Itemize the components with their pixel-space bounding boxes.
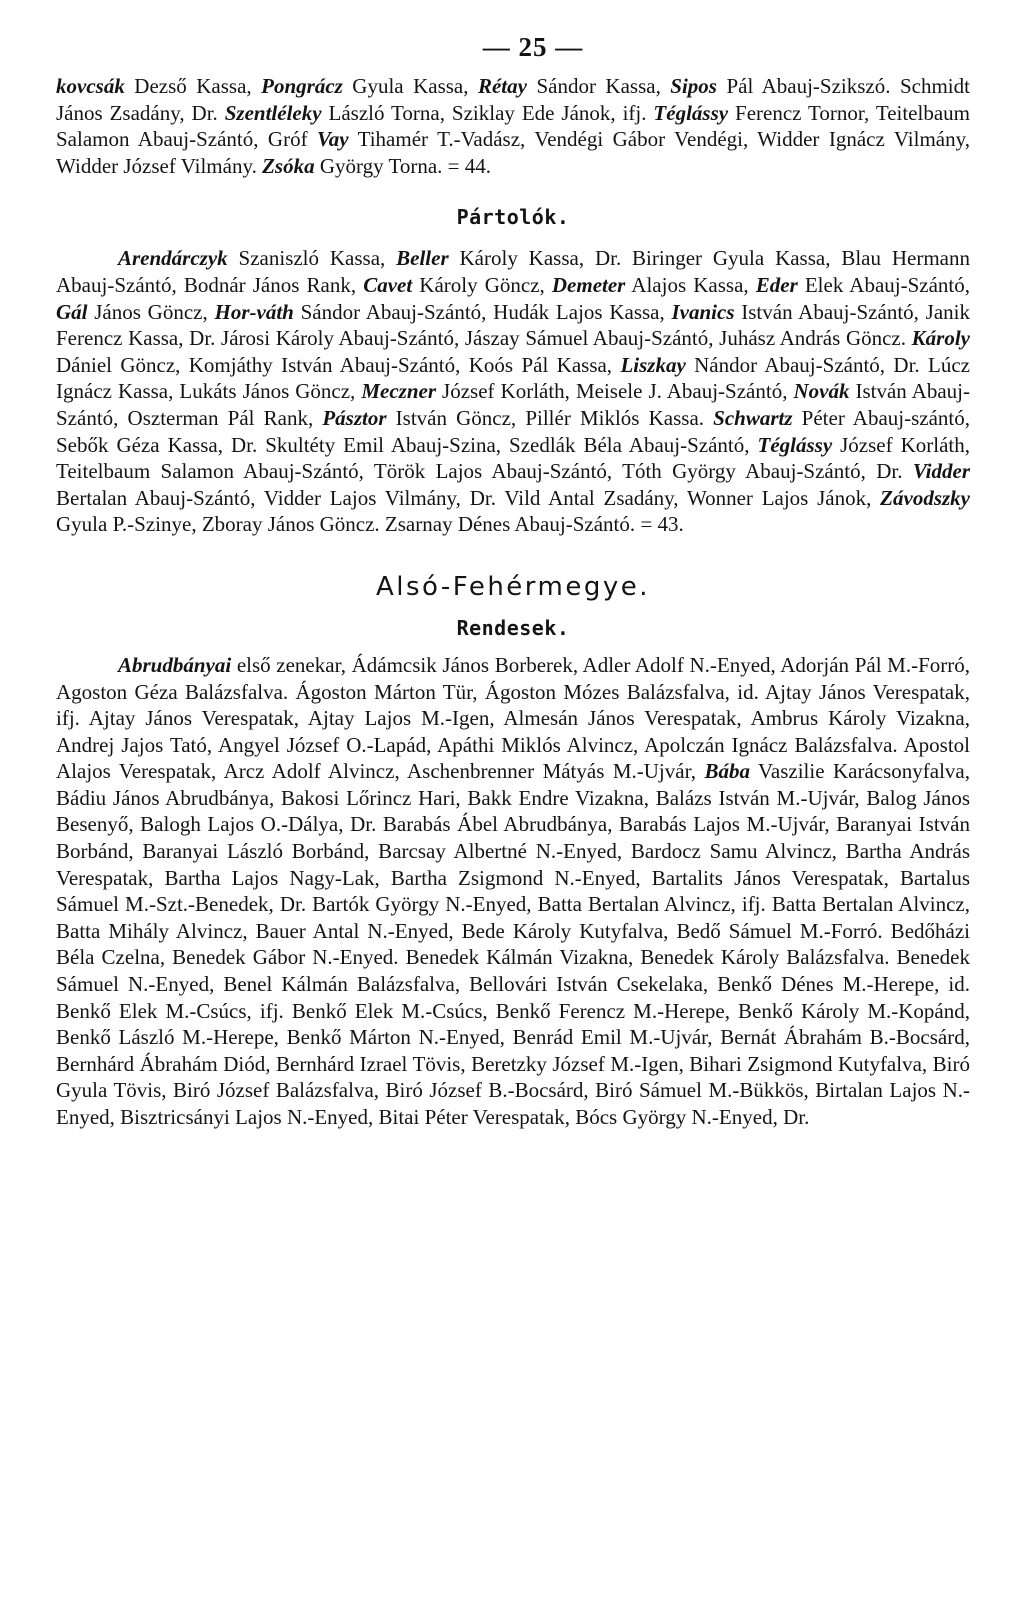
text-run: Sándor Abauj-Szántó, Hudák Lajos Kassa,	[293, 299, 672, 324]
text-run: István Abauj-Szántó, Oszterman Pál Rank,	[56, 379, 970, 430]
emphasized-name: Pongrácz	[261, 74, 343, 98]
text-run: Gyula Kassa,	[342, 74, 478, 98]
text-run: első zenekar, Ádámcsik János Borberek, Adler Adolf N.-Enyed, Adorján Pál M.-Forró, Agoston Géza Balázsfalva. Ágoston Márton Tür, Ágoston Mózes Balázsfalva, id. Ajtay János Verespatak, ifj. Ajtay János Verespatak, Ajtay Lajos M.-Igen, Almesán János Verespatak, Ambrus Károly Vizakna, Andrej Jajos Tató, Angyel József O.-Lapád, Apáthi Miklós Alvincz, Apolczán Ignácz Balázsfalva. Apostol Alajos Verespatak, Arcz Adolf Alvincz, Aschenbrenner Mátyás M.-Ujvár,	[56, 652, 970, 784]
text-run: Vaszilie Karácsonyfalva, Bádiu János Abrudbánya, Bakosi Lőrincz Hari, Bakk Endre Vizakna, Balázs István M.-Ujvár, Balog János Besenyő, Balogh Lajos O.-Dálya, Dr. Barabás Ábel Abrudbánya, Barabás Lajos M.-Ujvár, Baranyai István Borbánd, Baranyai László Borbánd, Barcsay Albertné N.-Enyed, Bardocz Samu Alvincz, Bartha András Verespatak, Bartha Lajos Nagy-Lak, Bartha Zsigmond N.-Enyed, Bartalits János Verespatak, Bartalus Sámuel M.-Szt.-Benedek, Dr. Bartók György N.-Enyed, Batta Bertalan Alvincz, ifj. Batta Bertalan Alvincz, Batta Mihály Alvincz, Bauer Antal N.-Enyed, Bede Károly Kutyfalva, Bedő Sámuel M.-Forró. Bedőházi Béla Czelna, Benedek Gábor N.-Enyed. Benedek Kálmán Vizakna, Benedek Károly Balázsfalva. Benedek Sámuel N.-Enyed, Benel Kálmán Balázsfalva, Bellovári István Csekelaka, Benkő Dénes M.-Herepe, id. Benkő Elek M.-Csúcs, ifj. Benkő Elek M.-Csúcs, Benkő Ferencz M.-Herepe, Benkő Károly M.-Kopánd, Benkő László M.-Herepe, Benkő Márton N.-Enyed, Benrád Emil M.-Ujvár, Bernát Ábrahám B.-Bocsárd, Bernhárd Ábrahám Diód, Bernhárd Izrael Tövis, Beretzky József M.-Igen, Bihari Zsigmond Kutyfalva, Biró Gyula Tövis, Biró József Balázsfalva, Biró József B.-Bocsárd, Biró Sámuel M.-Bükkös, Birtalan Lajos N.-Enyed, Bisztricsányi Lajos N.-Enyed, Bitai Péter Verespatak, Bócs György N.-Enyed, Dr.	[56, 759, 970, 1129]
text-run: Alajos Kassa,	[625, 272, 756, 297]
text-run: Elek Abauj-Szántó,	[797, 272, 970, 297]
text-run: Ferencz Tornor, Teitelbaum Salamon Abauj-Szántó, Gróf	[56, 100, 970, 152]
emphasized-name: Rétay	[477, 74, 527, 98]
text-run: Károly Kassa, Dr. Biringer Gyula Kassa, Blau Hermann Abauj-Szántó, Bodnár János Rank,	[56, 246, 970, 297]
paragraph-partolok	[56, 245, 970, 538]
emphasized-name: kovcsák	[56, 74, 125, 98]
text-run: Bertalan Abauj-Szántó, Vidder Lajos Vilmány, Dr. Vild Antal Zsadány, Wonner Lajos Jánok,	[56, 485, 881, 510]
text-run: Pál Abauj-Szikszó. Schmidt János Zsadány, Dr.	[56, 74, 970, 125]
emphasized-name: Demeter	[551, 272, 626, 297]
text-run: Péter Abauj-szántó, Sebők Géza Kassa, Dr. Skultéty Emil Abauj-Szina, Szedlák Béla Abauj-Szántó,	[56, 405, 971, 457]
emphasized-name: Károly	[911, 326, 970, 351]
emphasized-name: Sipos	[670, 74, 717, 98]
text-run: György Torna. = 44.	[314, 153, 492, 178]
emphasized-name: Ivanics	[671, 299, 735, 324]
emphasized-name: Závodszky	[880, 485, 970, 510]
emphasized-name: Novák	[793, 379, 850, 404]
emphasized-name: Gál	[56, 299, 88, 324]
text-run: Károly Göncz,	[412, 272, 552, 297]
emphasized-name: Arendárczyk	[118, 246, 228, 271]
emphasized-name: Abrudbányai	[118, 652, 232, 677]
emphasized-name: Vidder	[912, 459, 970, 484]
emphasized-name: Hor-váth	[214, 299, 294, 324]
emphasized-name: Eder	[755, 272, 798, 297]
text-run: László Torna, Sziklay Ede Jánok, ifj.	[321, 100, 654, 125]
emphasized-name: Cavet	[363, 272, 413, 297]
emphasized-name: Liszkay	[620, 352, 686, 377]
emphasized-name: Bába	[704, 759, 750, 784]
text-run: István Göncz, Pillér Miklós Kassa.	[386, 405, 714, 430]
text-run: József Korláth, Teitelbaum Salamon Abauj-Szántó, Török Lajos Abauj-Szántó, Tóth György Abauj-Szántó, Dr.	[56, 432, 970, 484]
emphasized-name: Zsóka	[262, 153, 315, 178]
text-run: Dezső Kassa,	[124, 74, 262, 98]
text-run: Tihamér T.-Vadász, Vendégi Gábor Vendégi, Widder Ignácz Vilmány, Widder József Vilmány.	[56, 127, 971, 178]
section-title: Alsó-Fehérmegye.	[375, 571, 651, 602]
text-run: Dániel Göncz, Komjáthy István Abauj-Szántó, Koós Pál Kassa,	[56, 352, 621, 377]
text-run: József Korláth, Meisele J. Abauj-Szántó,	[436, 379, 794, 404]
emphasized-name: Pásztor	[322, 405, 387, 430]
paragraph-block1	[56, 73, 970, 179]
heading-rendesek: Rendesek.	[456, 615, 570, 640]
text-run: Sándor Kassa,	[526, 74, 671, 98]
emphasized-name: Szentléleky	[224, 100, 322, 125]
text-run: Szaniszló Kassa,	[227, 246, 397, 271]
text-run: János Göncz,	[87, 299, 215, 324]
page-number: — 25 —	[482, 32, 584, 62]
emphasized-name: Schwartz	[713, 405, 793, 430]
text-run: István Abauj-Szántó, Janik Ferencz Kassa, Dr. Járosi Károly Abauj-Szántó, Jászay Sámuel Abauj-Szántó, Juhász András Göncz.	[56, 299, 970, 351]
emphasized-name: Beller	[396, 246, 449, 271]
paragraph-rendesek	[56, 652, 970, 1131]
emphasized-name: Téglássy	[653, 100, 729, 125]
emphasized-name: Vay	[317, 127, 349, 152]
heading-partolok: Pártolók.	[456, 205, 570, 230]
emphasized-name: Téglássy	[757, 432, 833, 457]
text-run: Gyula P.-Szinye, Zboray János Göncz. Zsarnay Dénes Abauj-Szántó. = 43.	[56, 512, 684, 537]
emphasized-name: Meczner	[361, 379, 437, 404]
text-run: Nándor Abauj-Szántó, Dr. Lúcz Ignácz Kassa, Lukáts János Göncz,	[56, 352, 970, 404]
